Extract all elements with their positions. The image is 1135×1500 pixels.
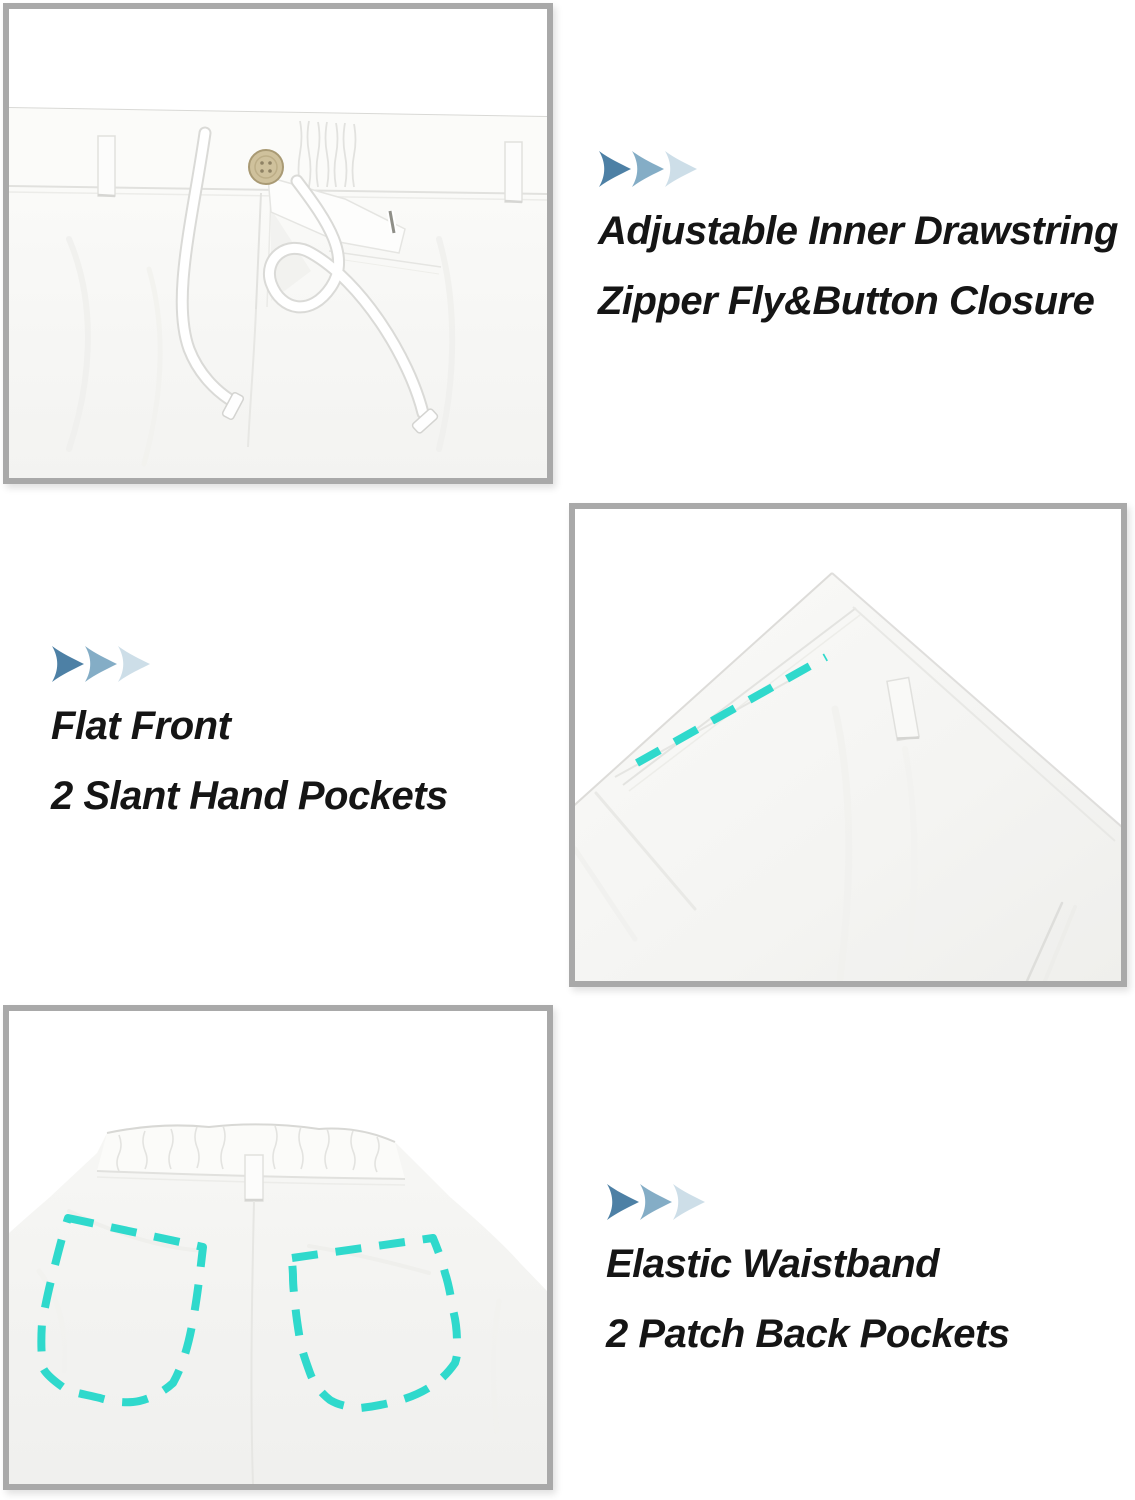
pants-fabric [9, 1124, 547, 1484]
feature-line: Elastic Waistband [606, 1242, 940, 1286]
feature-front-pockets [51, 645, 448, 817]
pants-button [249, 150, 283, 184]
photo-drawstring-waistband [3, 3, 553, 484]
triple-chevron-right-icon [51, 645, 153, 683]
photo-back-pockets [3, 1005, 553, 1490]
feature-line: 2 Patch Back Pockets [606, 1312, 1010, 1356]
triple-chevron-right-icon [606, 1183, 708, 1221]
photo-slant-pocket [569, 503, 1127, 987]
feature-line: Zipper Fly&Button Closure [598, 279, 1095, 323]
feature-line: 2 Slant Hand Pockets [51, 774, 448, 818]
feature-line: Adjustable Inner Drawstring [598, 209, 1118, 253]
belt-loop-center [245, 1155, 263, 1201]
feature-drawstring-closure [598, 150, 1118, 322]
triple-chevron-right-icon [598, 150, 700, 188]
feature-line: Flat Front [51, 704, 231, 748]
back-pockets-illustration [9, 1011, 547, 1484]
feature-back-pockets [606, 1183, 1010, 1355]
drawstring-waistband-illustration [9, 9, 547, 478]
belt-loop-right [505, 142, 522, 202]
belt-loop-left [98, 136, 115, 196]
slant-pocket-illustration [575, 509, 1121, 981]
